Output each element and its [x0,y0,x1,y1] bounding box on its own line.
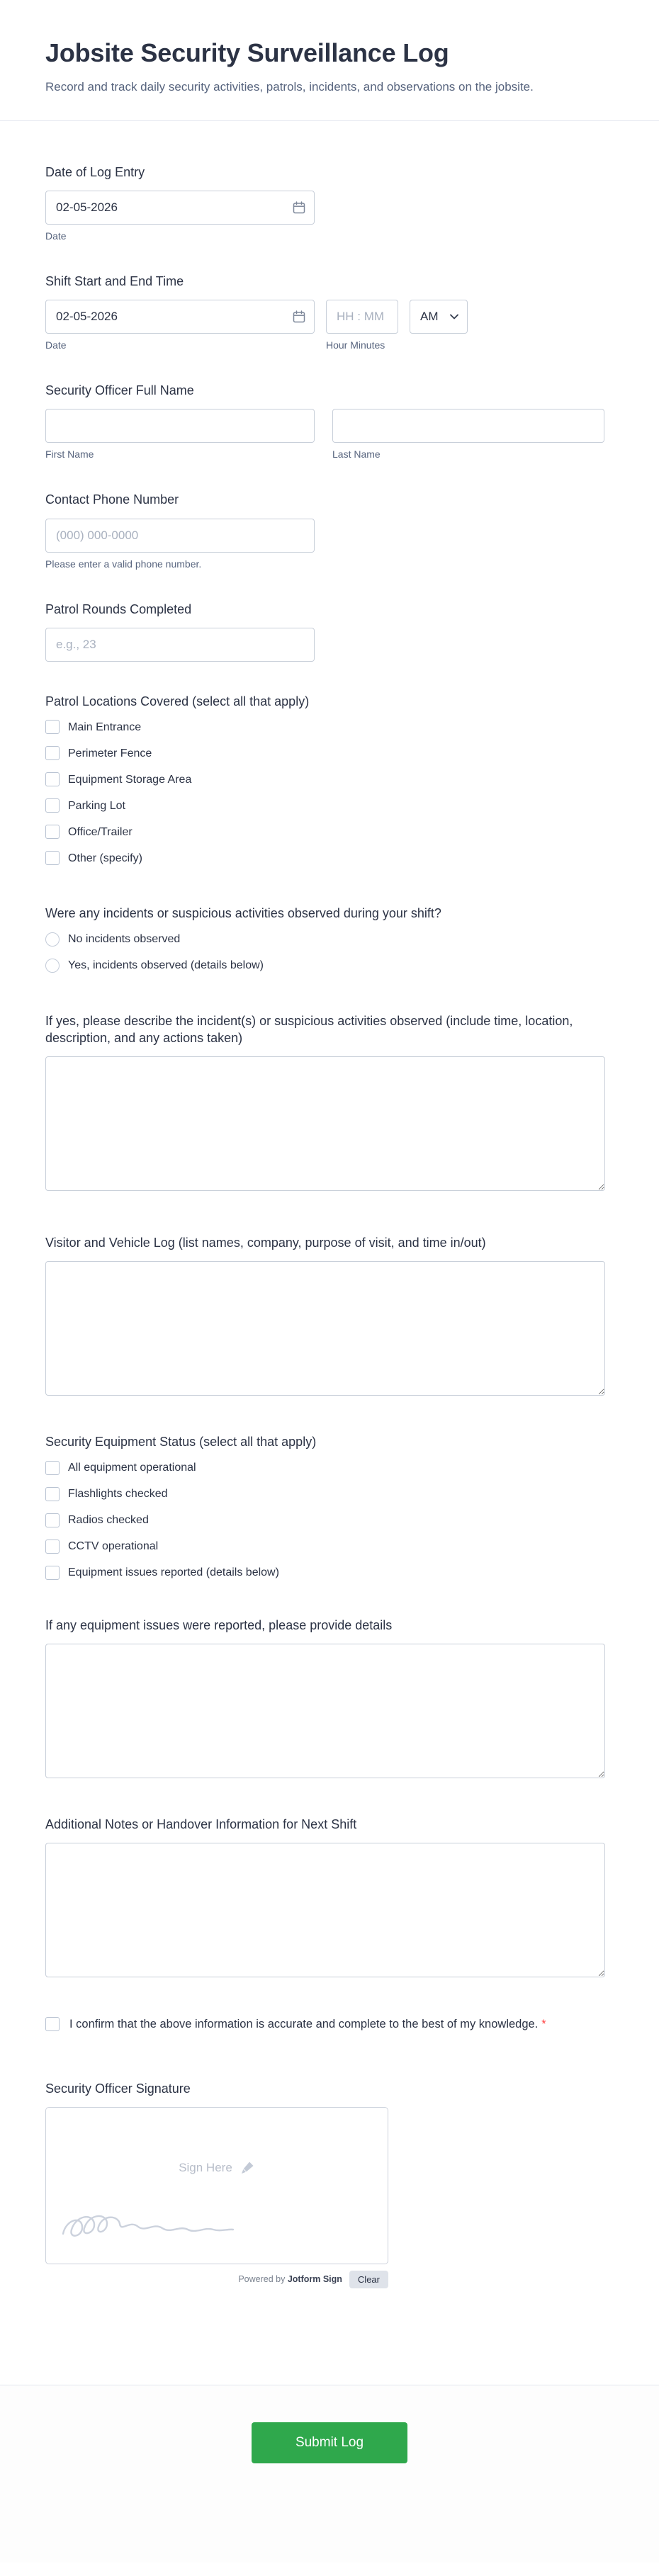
checkbox[interactable] [45,798,60,813]
checkbox[interactable] [45,825,60,839]
confirmation-label: I confirm that the above information is accurate and complete to the best of my knowledge. [69,2018,539,2031]
field-label: Security Officer Signature [45,2081,191,2096]
checkbox[interactable] [45,1540,60,1554]
field-phone [45,491,614,569]
checkbox-option[interactable] [45,1513,614,1527]
shift-ampm-col [410,300,468,334]
sign-here-label: Sign Here [179,2160,232,2174]
radio-option[interactable] [45,932,614,947]
required-asterisk: * [541,2018,546,2031]
option-label: Parking Lot [68,799,125,812]
checkbox[interactable] [45,720,60,734]
phone-input[interactable] [45,519,315,553]
checkbox[interactable] [45,772,60,786]
jotform-sign-brand: Jotform Sign [287,2274,342,2285]
radio[interactable] [45,932,60,947]
field-equipment-status [45,1433,614,1579]
field-signature [45,2080,614,2288]
last-name-input[interactable] [332,409,604,443]
equipment-details-textarea[interactable] [45,1644,605,1778]
name-row [45,409,614,460]
field-patrol-locations [45,693,614,865]
option-label: Yes, incidents observed (details below) [68,959,264,971]
field-sublabel: Hour Minutes [326,339,385,351]
option-label: No incidents observed [68,932,181,945]
form-header [0,0,659,120]
field-label: Shift Start and End Time [45,273,184,288]
ampm-value: AM [420,310,439,324]
signature-squiggle [59,2198,300,2248]
field-label: Date of Log Entry [45,164,145,179]
field-label: If yes, please describe the incident(s) or suspicious activities observed (include time, location, description, and any actions taken) [45,1013,573,1045]
clear-signature-button[interactable]: Clear [349,2271,388,2288]
date-input-wrap [45,300,315,334]
option-label: Flashlights checked [68,1488,168,1501]
signature-footer [45,2271,388,2288]
powered-by-label: Powered by [238,2274,286,2285]
powered-by-text [238,2274,342,2284]
field-sublabel: Date [45,230,67,242]
calendar-icon[interactable] [292,200,306,215]
checkbox-option[interactable] [45,1487,614,1501]
incident-details-textarea[interactable] [45,1056,605,1191]
phone-input-wrap [45,519,315,553]
option-label: Equipment issues reported (details below) [68,1566,279,1579]
checkbox-option[interactable] [45,1461,614,1475]
field-sublabel: First Name [45,448,94,461]
shift-hhmm-col [326,300,398,351]
notes-textarea[interactable] [45,1843,605,1977]
field-label: Patrol Locations Covered (select all that apply) [45,694,310,708]
checkbox-group [45,720,614,865]
field-sublabel: Last Name [332,448,381,461]
log-date-input[interactable] [45,191,315,225]
radio-option[interactable] [45,959,614,973]
field-label: Security Equipment Status (select all that apply) [45,1435,317,1450]
visitor-log-textarea[interactable] [45,1261,605,1396]
field-label: Were any incidents or suspicious activities observed during your shift? [45,906,441,921]
option-label: Perimeter Fence [68,747,152,759]
shift-time-row [45,300,614,351]
field-notes [45,1816,614,1981]
option-label: Other (specify) [68,852,142,864]
ampm-select[interactable] [410,300,468,334]
checkbox-option[interactable] [45,825,614,839]
field-sublabel: Please enter a valid phone number. [45,558,202,570]
field-officer-name [45,382,614,460]
form-subtitle: Record and track daily security activities, patrols, incidents, and observations on the jobsite. [45,80,534,94]
option-label: Radios checked [68,1514,149,1527]
checkbox-option[interactable] [45,772,614,786]
rounds-input-wrap [45,628,315,662]
checkbox[interactable] [45,1566,60,1580]
field-label: Additional Notes or Handover Information for Next Shift [45,1817,357,1832]
form-body [0,121,659,2385]
checkbox-option[interactable] [45,851,614,865]
field-incident-details [45,1012,614,1195]
field-equipment-details [45,1617,614,1782]
shift-date-col [45,300,315,351]
form-title: Jobsite Security Surveillance Log [45,38,449,67]
patrol-rounds-input[interactable] [45,628,315,662]
checkbox-option[interactable] [45,746,614,760]
last-name-col [332,409,604,460]
checkbox-option[interactable] [45,1566,614,1580]
shift-time-input[interactable] [326,300,398,334]
checkbox-group [45,1461,614,1580]
checkbox-option[interactable] [45,720,614,734]
radio[interactable] [45,959,60,973]
checkbox[interactable] [45,1513,60,1527]
confirmation-checkbox[interactable] [45,2017,60,2031]
first-name-col [45,409,315,460]
field-label: Patrol Rounds Completed [45,601,192,616]
field-label: Contact Phone Number [45,492,179,507]
checkbox[interactable] [45,1487,60,1501]
signature-pad[interactable] [45,2107,388,2264]
field-confirmation[interactable] [45,2015,566,2034]
field-shift-time [45,273,614,351]
option-label: All equipment operational [68,1462,196,1474]
field-sublabel: Date [45,339,67,351]
field-patrol-rounds [45,601,614,662]
option-label: Office/Trailer [68,825,133,838]
submit-section [0,2385,659,2563]
field-visitor-log [45,1234,614,1399]
radio-group [45,932,614,973]
chevron-down-icon [450,314,458,320]
checkbox-option[interactable] [45,1540,614,1554]
submit-button[interactable]: Submit Log [252,2422,407,2463]
field-label: Visitor and Vehicle Log (list names, company, purpose of visit, and time in/out) [45,1236,486,1250]
field-incidents-observed [45,905,614,972]
date-input-wrap [45,191,315,225]
option-label: Equipment Storage Area [68,773,192,786]
checkbox[interactable] [45,746,60,760]
shift-date-input[interactable] [45,300,315,334]
checkbox[interactable] [45,1461,60,1475]
checkbox-option[interactable] [45,798,614,813]
field-label: If any equipment issues were reported, please provide details [45,1617,393,1632]
sign-here-placeholder [46,2160,388,2176]
calendar-icon[interactable] [292,310,306,324]
checkbox[interactable] [45,851,60,865]
time-input-wrap [326,300,398,334]
option-label: CCTV operational [68,1540,159,1553]
field-label: Security Officer Full Name [45,383,194,398]
field-date-of-log-entry [45,164,614,242]
option-label: Main Entrance [68,721,142,733]
first-name-input[interactable] [45,409,315,443]
pen-icon [240,2160,255,2176]
